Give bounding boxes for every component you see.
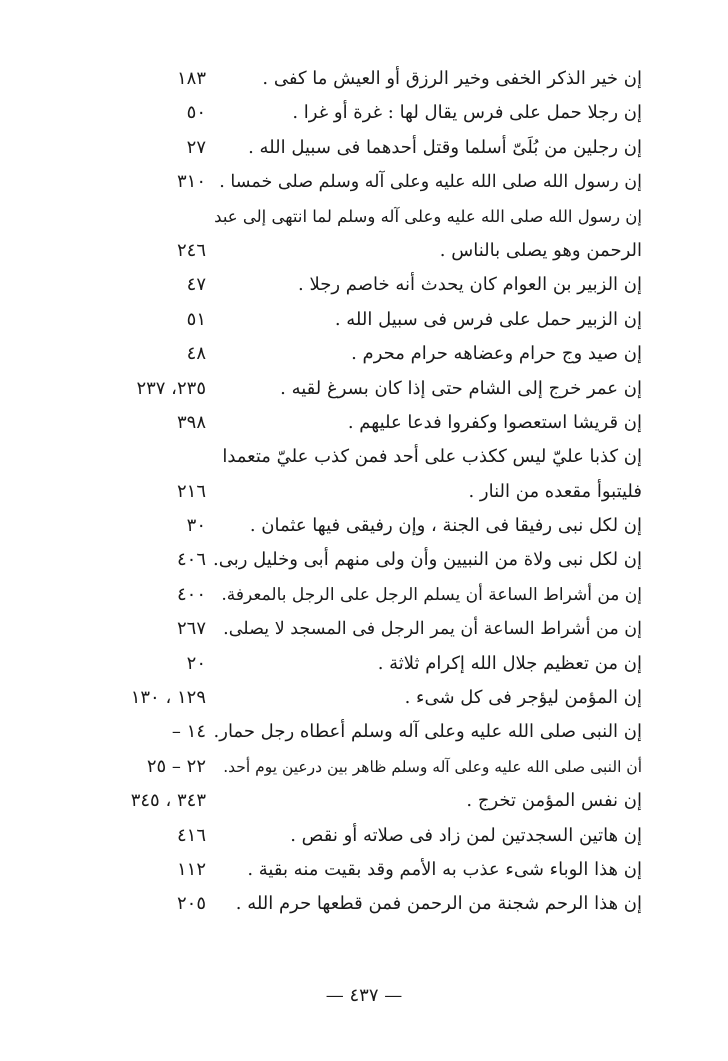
index-entry (96, 750, 642, 784)
hadith-index-list (96, 62, 642, 922)
page-reference: ٢٤٦ (176, 239, 206, 261)
entry-line (96, 165, 642, 199)
entry-line (96, 647, 642, 681)
index-entry (96, 612, 642, 646)
page-reference: ٤٠٦ (176, 549, 206, 571)
page-reference: ٢٦٧ (176, 618, 206, 640)
entry-line (96, 337, 642, 371)
page-reference: ٤٨ (186, 343, 206, 365)
entry-line (96, 887, 642, 921)
entry-text: إن كذبا عليّ ليس ككذب على أحد فمن كذب عليّ متعمدا (222, 446, 642, 468)
entry-text: إن رسول الله صلى الله عليه وعلى آله وسلم لما انتهى إلى عبد (214, 206, 642, 226)
entry-line (96, 440, 642, 474)
index-entry (96, 337, 642, 371)
entry-text: إن هذا الوباء شىء عذب به الأمم وقد بقيت منه بقية . (247, 858, 642, 880)
entry-line (96, 819, 642, 853)
entry-text: إن الزبير حمل على فرس فى سبيل الله . (334, 308, 642, 330)
entry-text: إن رسول الله صلى الله عليه وعلى آله وسلم صلى خمسا . (219, 172, 642, 193)
entry-text: إن هذا الرحم شجنة من الرحمن فمن قطعها حرم الله . (235, 893, 642, 915)
page-reference: ١٢٩ ، ١٣٠ (130, 687, 206, 709)
index-entry (96, 715, 642, 749)
entry-line (96, 784, 642, 818)
entry-text: فليتبوأ مقعده من النار . (468, 480, 642, 502)
index-entry (96, 372, 642, 406)
page-reference: ٥١ (186, 308, 206, 330)
page-number: — ٤٣٧ — (325, 985, 403, 1006)
index-entry (96, 268, 642, 302)
entry-line (96, 62, 642, 96)
page-reference: ٤١٦ (176, 824, 206, 846)
entry-text: إن رجلا حمل على فرس يقال لها : غرة أو غرا . (292, 102, 642, 124)
entry-text: إن خير الذكر الخفى وخير الرزق أو العيش ما كفى . (262, 68, 642, 89)
entry-line (96, 268, 642, 302)
index-entry (96, 647, 642, 681)
page-reference: ٣١٠ (176, 171, 206, 193)
page-reference: ٣٠ (186, 515, 206, 537)
entry-text: إن هاتين السجدتين لمن زاد فى صلاته أو نقص . (290, 824, 642, 846)
entry-line (96, 612, 642, 646)
index-entry (96, 62, 642, 96)
index-entry (96, 303, 642, 337)
page-reference: ٣٤٣ ، ٣٤٥ (130, 790, 206, 812)
page-reference: ١٤ – (171, 721, 206, 743)
entry-text: إن من أشراط الساعة أن يمر الرجل فى المسجد لا يصلى. (223, 619, 642, 640)
index-entry (96, 853, 642, 887)
index-entry (96, 131, 642, 165)
entry-text: إن صيد وج حرام وعضاهه حرام محرم . (351, 343, 642, 365)
page-reference: ٢٢ – ٢٥ (146, 755, 206, 777)
entry-text: أن النبى صلى الله عليه وعلى آله وسلم ظاهر بين درعين يوم أحد. (223, 757, 642, 776)
entry-text: إن نفس المؤمن تخرج . (466, 790, 642, 812)
entry-line (96, 543, 642, 577)
entry-line (96, 750, 642, 784)
page-reference: ٢٠ (186, 652, 206, 674)
entry-line (96, 200, 642, 234)
index-entry (96, 578, 642, 612)
entry-line (96, 131, 642, 165)
index-entry (96, 406, 642, 440)
entry-text: إن النبى صلى الله عليه وعلى آله وسلم أعطاه رجل حمار. (213, 721, 642, 743)
entry-text: إن عمر خرج إلى الشام حتى إذا كان بسرغ لقيه . (280, 377, 642, 399)
index-entry (96, 543, 642, 577)
index-entry (96, 165, 642, 199)
entry-line (96, 578, 642, 612)
entry-line (96, 475, 642, 509)
page-reference: ٥٠ (186, 102, 206, 124)
entry-text: إن الزبير بن العوام كان يحدث أنه خاصم رجلا . (298, 274, 642, 296)
entry-line (96, 715, 642, 749)
index-entry (96, 509, 642, 543)
entry-text: إن لكل نبى رفيقا فى الجنة ، وإن رفيقى فيها عثمان . (249, 515, 642, 537)
entry-line (96, 509, 642, 543)
entry-text: إن رجلين من بُلَىّ أسلما وقتل أحدهما فى سبيل الله . (248, 136, 642, 158)
entry-line (96, 96, 642, 130)
entry-text: إن لكل نبى ولاة من النبيين وأن ولى منهم أبى وخليل ربى. (212, 549, 642, 571)
page-reference: ٣٩٨ (176, 411, 206, 433)
index-entry (96, 681, 642, 715)
page-reference: ٢٧ (186, 136, 206, 158)
page-reference: ٤٠٠ (176, 583, 206, 605)
page-reference: ١٨٣ (176, 68, 206, 89)
entry-text: إن من أشراط الساعة أن يسلم الرجل على الرجل بالمعرفة. (221, 584, 642, 605)
entry-text: الرحمن وهو يصلى بالناس . (439, 239, 642, 261)
index-entry (96, 96, 642, 130)
page-reference: ٢٣٥، ٢٣٧ (136, 377, 206, 399)
entry-text: إن المؤمن ليؤجر فى كل شىء . (404, 687, 642, 709)
index-entry (96, 819, 642, 853)
page-reference: ٢١٦ (176, 480, 206, 502)
index-entry (96, 784, 642, 818)
entry-line (96, 234, 642, 268)
index-entry (96, 200, 642, 269)
entry-line (96, 681, 642, 715)
entry-line (96, 853, 642, 887)
index-entry (96, 440, 642, 509)
entry-text: إن من تعظيم جلال الله إكرام ثلاثة . (377, 652, 642, 674)
entry-line (96, 303, 642, 337)
entry-line (96, 406, 642, 440)
index-entry (96, 887, 642, 921)
entry-text: إن قريشا استعصوا وكفروا فدعا عليهم . (347, 411, 642, 433)
page-reference: ٤٧ (186, 274, 206, 296)
page-reference: ٢٠٥ (176, 893, 206, 915)
page-reference: ١١٢ (176, 858, 206, 880)
entry-line (96, 372, 642, 406)
